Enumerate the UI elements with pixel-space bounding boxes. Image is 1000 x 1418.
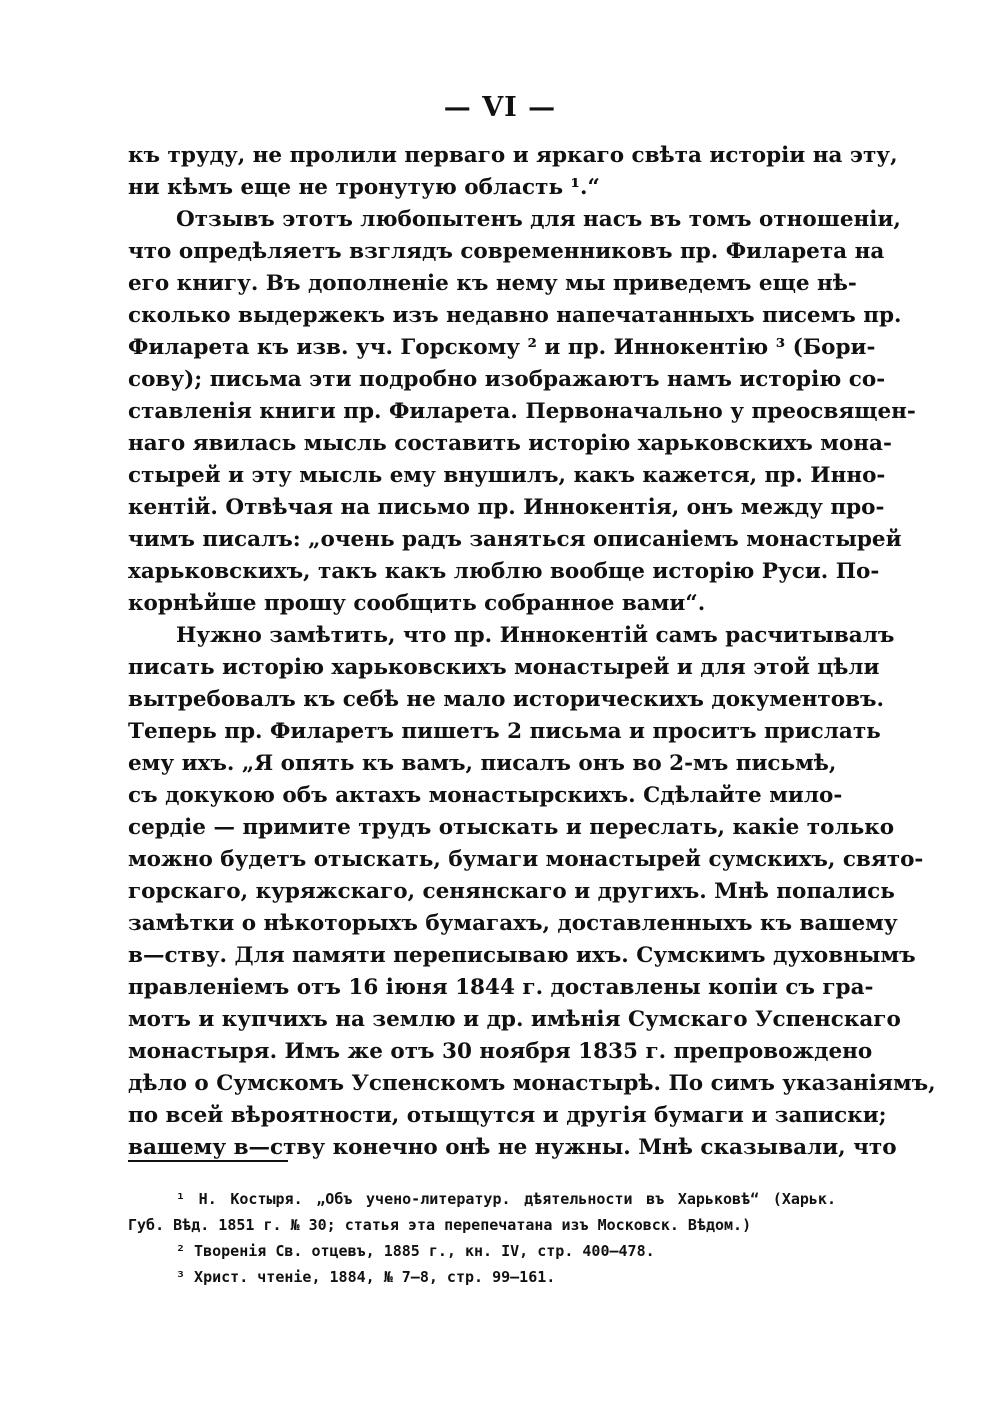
text-line: Филарета къ изв. уч. Горскому ² и пр. Иннокентію ³ (Бори- (128, 335, 876, 360)
text-line: писать исторію харьковскихъ монастырей и для этой цѣли (128, 655, 880, 680)
footnote-line: Губ. Вѣд. 1851 г. № 30; статья эта перепечатана изъ Московск. Вѣдом.) (128, 1216, 752, 1234)
text-line: дѣло о Сумскомъ Успенскомъ монастырѣ. По симъ указаніямъ, (128, 1071, 936, 1096)
text-line: Нужно замѣтить, что пр. Иннокентій самъ расчитывалъ (176, 623, 895, 648)
text-line: съ докукою объ актахъ монастырскихъ. Сдѣлайте мило- (128, 783, 843, 808)
text-line: Теперь пр. Филаретъ пишетъ 2 письма и проситъ прислать (128, 719, 881, 744)
text-line: замѣтки о нѣкоторыхъ бумагахъ, доставленныхъ къ вашему (128, 911, 898, 936)
footnote-line: ¹ Н. Костыря. „Объ учено-литератур. дѣятельности въ Харьковѣ“ (Харьк. (176, 1190, 836, 1208)
text-line: корнѣйше прошу сообщить собранное вами“. (128, 591, 706, 616)
text-line: по всей вѣроятности, отыщутся и другія бумаги и записки; (128, 1103, 887, 1128)
text-line: вытребовалъ къ себѣ не мало историческихъ документовъ. (128, 687, 885, 712)
text-line: монастыря. Имъ же отъ 30 ноября 1835 г. препровождено (128, 1039, 873, 1064)
text-line: харьковскихъ, такъ какъ люблю вообще исторію Руси. По- (128, 559, 880, 584)
text-line: сову); письма эти подробно изображаютъ намъ исторію со- (128, 367, 886, 392)
footnote-divider (128, 1160, 288, 1162)
text-line: можно будетъ отыскать, бумаги монастырей сумскихъ, свято- (128, 847, 924, 872)
text-line: стырей и эту мысль ему внушилъ, какъ кажется, пр. Инно- (128, 463, 886, 488)
text-line: в—ству. Для памяти переписываю ихъ. Сумскимъ духовнымъ (128, 943, 916, 968)
text-line: къ труду, не пролили перваго и яркаго свѣта исторіи на эту, (128, 143, 898, 168)
text-line: вашему в—ству конечно онѣ не нужны. Мнѣ сказывали, что (128, 1135, 897, 1160)
footnotes (128, 1186, 836, 1290)
text-line: ни кѣмъ еще не тронутую область ¹.“ (128, 175, 600, 200)
text-line: чимъ писалъ: „очень радъ заняться описаніемъ монастырей (128, 527, 902, 552)
text-line: Отзывъ этотъ любопытенъ для насъ въ томъ отношеніи, (176, 207, 901, 232)
text-line: кентій. Отвѣчая на письмо пр. Иннокентія, онъ между про- (128, 495, 885, 520)
text-line: сколько выдержекъ изъ недавно напечатанныхъ писемъ пр. (128, 303, 902, 328)
text-line: ставленія книги пр. Филарета. Первоначально у преосвящен- (128, 399, 916, 424)
main-text (128, 140, 936, 1164)
text-line: его книгу. Въ дополненіе къ нему мы приведемъ еще нѣ- (128, 271, 857, 296)
text-line: горскаго, куряжскаго, сенянскаго и другихъ. Мнѣ попались (128, 879, 895, 904)
text-line: мотъ и купчихъ на землю и др. имѣнія Сумскаго Успенскаго (128, 1007, 901, 1032)
footnote-line: ³ Христ. чтеніе, 1884, № 7—8, стр. 99—161. (176, 1268, 556, 1286)
footnote-line: ² Творенія Св. отцевъ, 1885 г., кн. IV, стр. 400—478. (176, 1242, 655, 1260)
text-line: правленіемъ отъ 16 іюня 1844 г. доставлены копіи съ гра- (128, 975, 874, 1000)
page-number: — VI — (443, 92, 557, 123)
text-line: наго явилась мысль составить исторію харьковскихъ мона- (128, 431, 892, 456)
text-line: ему ихъ. „Я опять къ вамъ, писалъ онъ во 2-мъ письмѣ, (128, 751, 837, 776)
text-line: сердіе — примите трудъ отыскать и переслать, какіе только (128, 815, 895, 840)
text-line: что опредѣляетъ взглядъ современниковъ пр. Филарета на (128, 239, 885, 264)
